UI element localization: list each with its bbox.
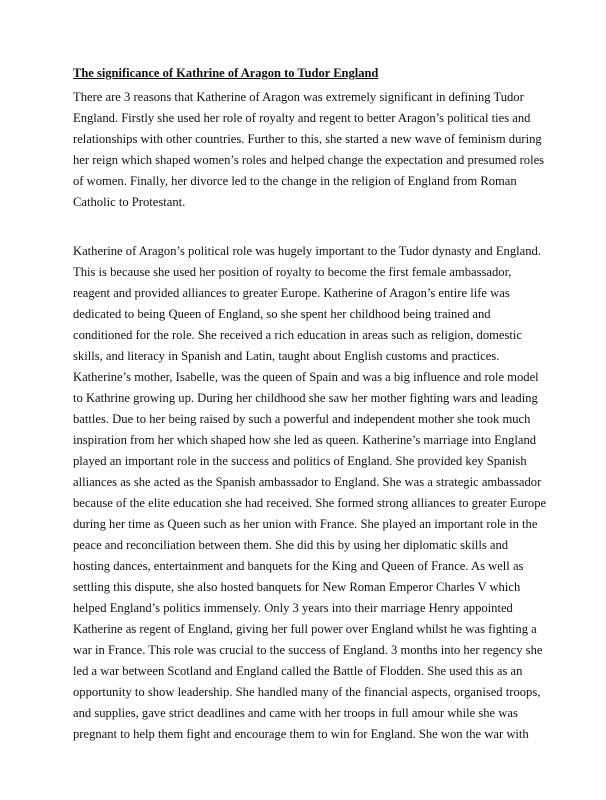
- intro-line: her reign which shaped women’s roles and helped change the expectation and presumed roles: [73, 153, 545, 167]
- document-title: The significance of Kathrine of Aragon to Tudor England: [73, 66, 379, 80]
- body-line: Katherine of Aragon’s political role was hugely important to the Tudor dynasty and England.: [73, 244, 541, 258]
- body-line: peace and reconciliation between them. She did this by using her diplomatic skills and: [73, 538, 509, 552]
- body-line: settling this dispute, she also hosted banquets for New Roman Emperor Charles V which: [73, 580, 521, 594]
- body-line: dedicated to being Queen of England, so she spent her childhood being trained and: [73, 307, 491, 321]
- intro-line: relationships with other countries. Further to this, she started a new wave of feminism during: [73, 132, 542, 146]
- body-line: alliances as she acted as the Spanish ambassador to England. She was a strategic ambassador: [73, 475, 542, 489]
- body-line: opportunity to show leadership. She handled many of the financial aspects, organised troops,: [73, 685, 541, 699]
- intro-line: Catholic to Protestant.: [73, 195, 186, 209]
- body-line: skills, and literacy in Spanish and Latin, taught about English customs and practices.: [73, 349, 500, 363]
- body-line: pregnant to help them fight and encourage them to win for England. She won the war with: [73, 727, 529, 741]
- body-line: led a war between Scotland and England called the Battle of Flodden. She used this as an: [73, 664, 523, 678]
- body-line: Katherine’s mother, Isabelle, was the queen of Spain and was a big influence and role model: [73, 370, 539, 384]
- body-line: helped England’s politics immensely. Only 3 years into their marriage Henry appointed: [73, 601, 513, 615]
- body-line: reagent and provided alliances to greater Europe. Katherine of Aragon’s entire life was: [73, 286, 510, 300]
- body-line: and supplies, gave strict deadlines and came with her troops in full amour while she was: [73, 706, 518, 720]
- intro-line: England. Firstly she used her role of royalty and regent to better Aragon’s political ties and: [73, 111, 531, 125]
- intro-line: There are 3 reasons that Katherine of Aragon was extremely significant in defining Tudor: [73, 90, 524, 104]
- body-line: because of the elite education she had received. She formed strong alliances to greater Europe: [73, 496, 547, 510]
- body-line: to Kathrine growing up. During her childhood she saw her mother fighting wars and leading: [73, 391, 538, 405]
- body-line: conditioned for the role. She received a rich education in areas such as religion, domestic: [73, 328, 523, 342]
- intro-line: of women. Finally, her divorce led to the change in the religion of England from Roman: [73, 174, 517, 188]
- body-line: inspiration from her which shaped how she led as queen. Katherine’s marriage into England: [73, 433, 537, 447]
- body-line: Katherine as regent of England, giving her full power over England whilst he was fighting a: [73, 622, 537, 636]
- body-line: played an important role in the success and politics of England. She provided key Spanish: [73, 454, 527, 468]
- body-line: during her time as Queen such as her union with France. She played an important role in the: [73, 517, 538, 531]
- body-line: battles. Due to her being raised by such a powerful and independent mother she took much: [73, 412, 531, 426]
- body-line: war in France. This role was crucial to the success of England. 3 months into her regency she: [73, 643, 543, 657]
- body-line: hosting dances, entertainment and banquets for the King and Queen of France. As well as: [73, 559, 524, 573]
- body-line: This is because she used her position of royalty to become the first female ambassador,: [73, 265, 512, 279]
